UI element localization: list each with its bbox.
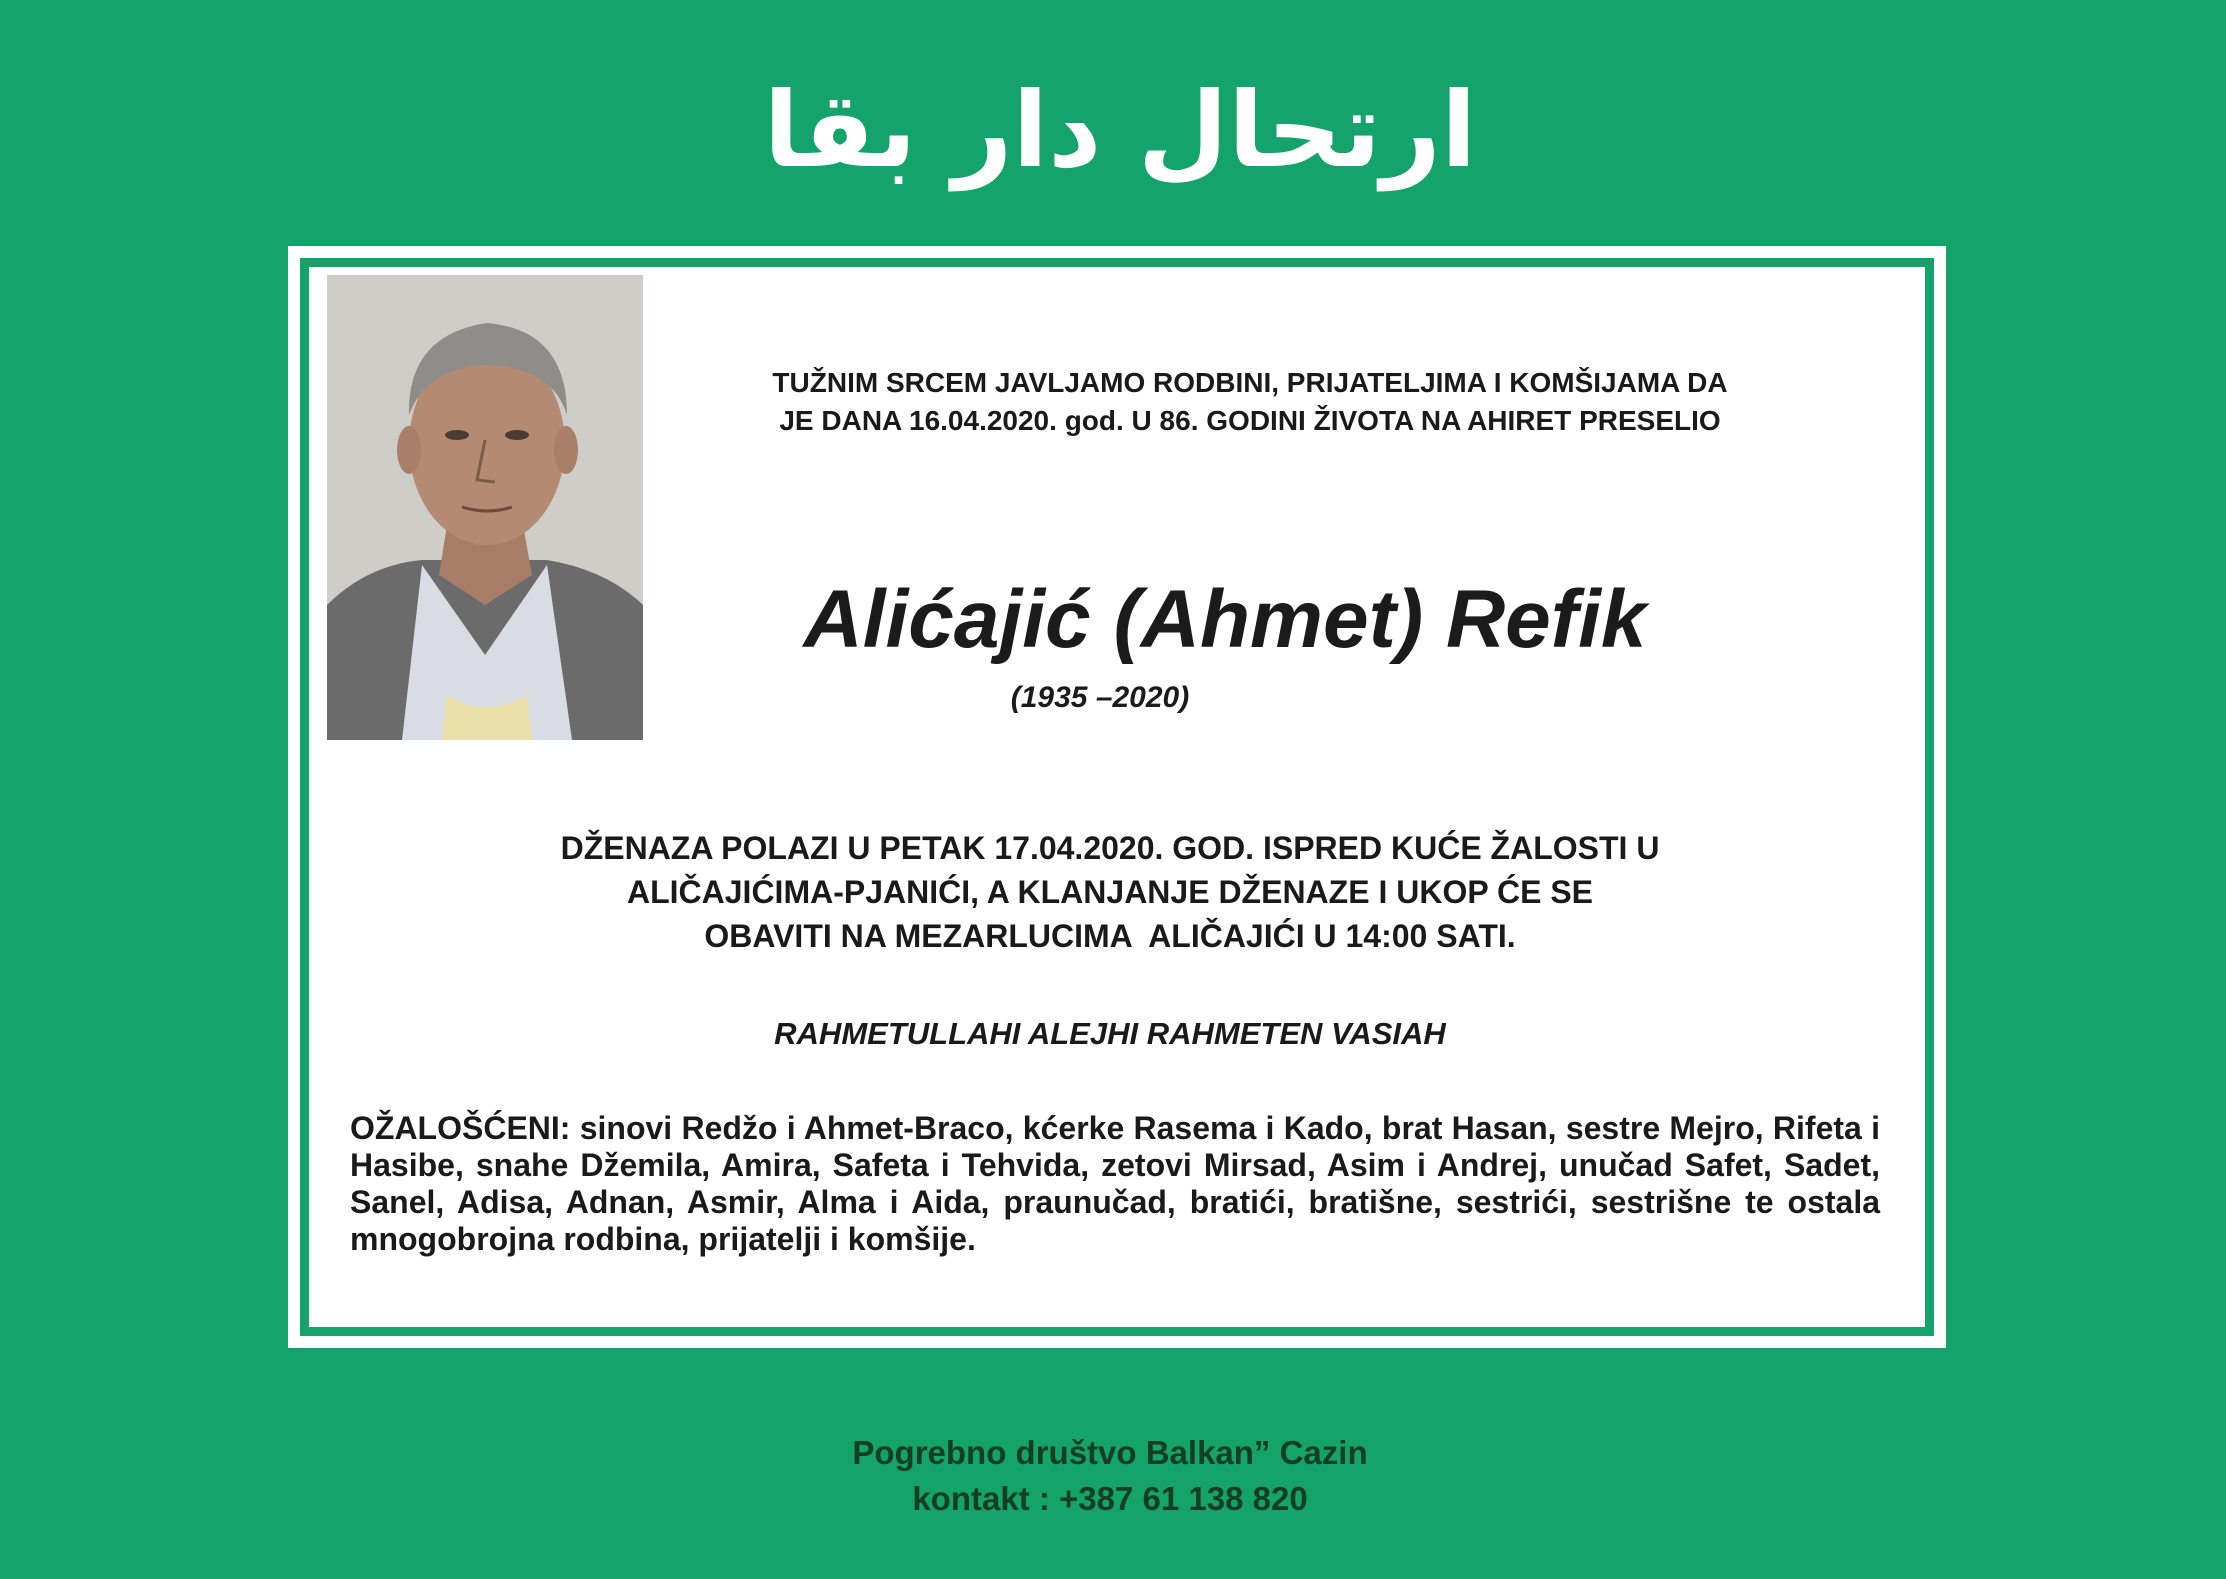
calligraphy-text: ارتحال دار بقا	[763, 69, 1477, 191]
intro-line-2: JE DANA 16.04.2020. god. U 86. GODINI ŽIVOTA NA AHIRET PRESELIO	[779, 405, 1721, 436]
funeral-company-footer	[560, 1430, 1660, 1522]
company-contact: kontakt : +387 61 138 820	[912, 1480, 1308, 1517]
prayer-line: RAHMETULLAHI ALEJHI RAHMETEN VASIAH	[774, 1016, 1446, 1051]
funeral-line-3: OBAVITI NA MEZARLUCIMA ALIČAJIĆI U 14:00 SATI.	[704, 918, 1516, 954]
company-name: Pogrebno društvo Balkan” Cazin	[852, 1434, 1368, 1471]
arabic-calligraphy-header	[763, 35, 1477, 225]
funeral-line-1: DŽENAZA POLAZI U PETAK 17.04.2020. GOD. ISPRED KUĆE ŽALOSTI U	[560, 830, 1660, 866]
mourners-list: OŽALOŠĆENI: sinovi Redžo i Ahmet-Braco, kćerke Rasema i Kado, brat Hasan, sestre Mejro, Rifeta i Hasibe, snahe Džemila, Amira, Safeta i Tehvida, zetovi Mirsad, Asim i Andrej, unučad Safet, Sadet, Sanel, Adisa, Adnan, Asmir, Alma i Aida, praunučad, bratići, bratišne, sestrići, sestrišne te ostala mnogobrojna rodbina, prijatelji i komšije.	[350, 1110, 1880, 1257]
portrait-photo	[327, 275, 643, 740]
portrait-illustration	[327, 275, 643, 740]
funeral-line-2: ALIČAJIĆIMA-PJANIĆI, A KLANJANJE DŽENAZE I UKOP ĆE SE	[626, 874, 1594, 910]
intro-line-1: TUŽNIM SRCEM JAVLJAMO RODBINI, PRIJATELJIMA I KOMŠIJAMA DA	[772, 367, 1728, 398]
life-years: (1935 –2020)	[1010, 681, 1190, 714]
funeral-details	[340, 826, 1880, 958]
deceased-name: Alićajić (Ahmet) Refik	[803, 574, 1647, 665]
intro-announcement	[650, 364, 1850, 440]
